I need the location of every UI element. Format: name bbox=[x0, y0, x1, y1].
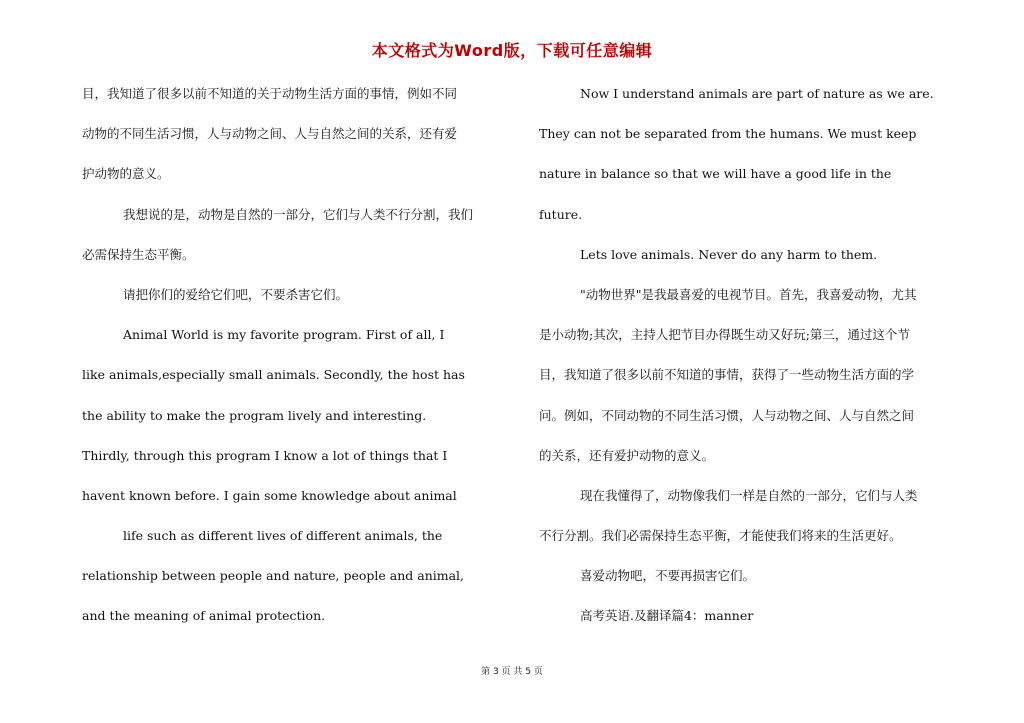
text-line: Lets love animals. Never do any harm to them. bbox=[580, 246, 878, 262]
text-line: 是小动物;其次，主持人把节目办得既生动又好玩;第三，通过这个节 bbox=[539, 327, 910, 343]
text-line: like animals,especially small animals. Secondly, the host has bbox=[82, 367, 465, 383]
right-text-column bbox=[539, 82, 959, 645]
text-line: 我想说的是，动物是自然的一部分，它们与人类不行分割，我们 bbox=[123, 206, 474, 222]
text-line: 的关系，还有爱护动物的意义。 bbox=[539, 447, 715, 463]
text-line: "动物世界"是我最喜爱的电视节目。首先，我喜爱动物，尤其 bbox=[580, 286, 917, 302]
text-line: the ability to make the program lively and interesting. bbox=[82, 407, 427, 423]
text-line: and the meaning of animal protection. bbox=[82, 608, 326, 624]
text-line: 现在我懂得了，动物像我们一样是自然的一部分，它们与人类 bbox=[580, 487, 918, 503]
text-line: 不行分割。我们必需保持生态平衡，才能使我们将来的生活更好。 bbox=[539, 528, 902, 544]
text-line: Thirdly, through this program I know a lot of things that I bbox=[82, 447, 448, 463]
text-line: 喜爱动物吧，不要再损害它们。 bbox=[580, 568, 756, 584]
text-line: life such as different lives of different animals, the bbox=[123, 528, 443, 544]
text-line: 目，我知道了很多以前不知道的关于动物生活方面的事情，例如不同 bbox=[82, 86, 458, 101]
page-number-footer: 第 3 页 共 5 页 bbox=[481, 667, 543, 677]
text-line: nature in balance so that we will have a good life in the bbox=[539, 166, 892, 182]
text-line: They can not be separated from the humans. We must keep bbox=[539, 126, 917, 142]
text-line: future. bbox=[539, 206, 583, 222]
left-text-column bbox=[82, 82, 502, 645]
text-line: 动物的不同生活习惯，人与动物之间、人与自然之间的关系，还有爱 bbox=[82, 126, 458, 142]
text-line: Now I understand animals are part of nature as we are. bbox=[580, 86, 934, 101]
text-line: 护动物的意义。 bbox=[82, 166, 170, 182]
text-line: Animal World is my favorite program. First of all, I bbox=[123, 327, 445, 343]
document-banner: 本文格式为Word版，下载可任意编辑 bbox=[371, 41, 653, 60]
text-line: 目，我知道了很多以前不知道的事情，获得了一些动物生活方面的学 bbox=[539, 367, 915, 383]
text-line: relationship between people and nature, people and animal, bbox=[82, 568, 465, 584]
text-line: havent known before. I gain some knowledge about animal bbox=[82, 487, 457, 503]
text-line: 必需保持生态平衡。 bbox=[82, 246, 195, 262]
text-line: 高考英语.及翻译篇4：manner bbox=[580, 608, 754, 624]
text-line: 请把你们的爱给它们吧，不要杀害它们。 bbox=[123, 286, 349, 302]
text-line: 问。例如，不同动物的不同生活习惯，人与动物之间、人与自然之间 bbox=[539, 407, 915, 423]
